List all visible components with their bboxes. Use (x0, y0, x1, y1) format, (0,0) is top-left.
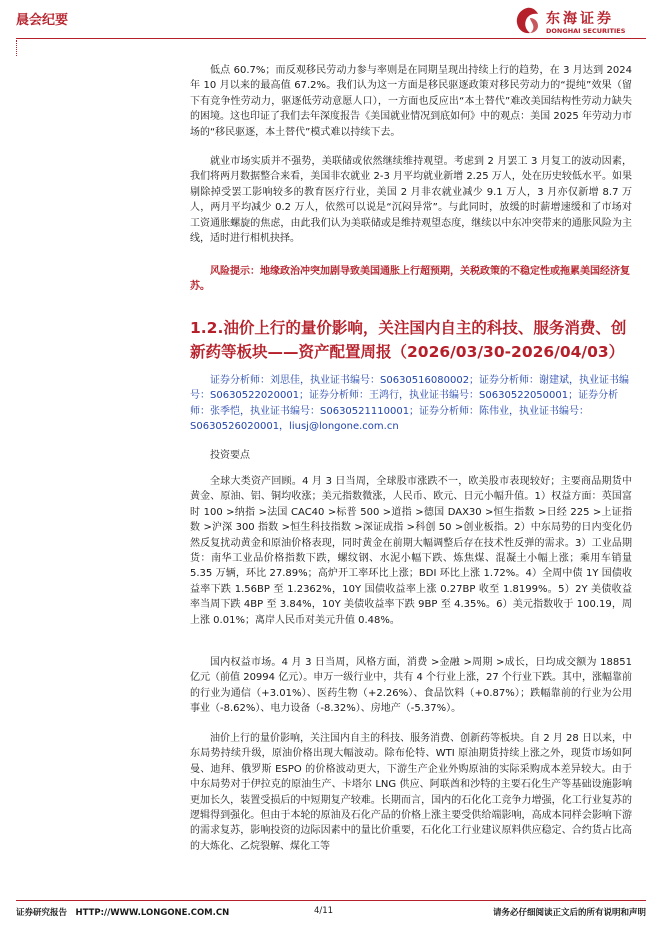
footer-disclaimer: 请务必仔细阅读正文后的所有说明和声明 (492, 908, 646, 918)
logo-english-name: DONGHAI SECURITIES (546, 27, 626, 35)
header-margin-marker (16, 40, 21, 56)
page-number: 4/11 (314, 906, 334, 916)
header-divider (16, 38, 646, 39)
paragraph-labor-participation: 低点 60.7%；而反观移民劳动力参与率则是在同期呈现出持续上行的趋势，在 3 月达到 2024 年 10 月以来的最高值 67.2%。我们认为这一方面是移民驱逐政策对移民劳动力的“提纯”效果（留下有竞争性劳动力，驱逐低劳动意愿人口），一方面也反应出“本土替代”难改美国结构性劳动力缺失的困境。这也印证了我们去年深度报告《美国就业情况到底如何》中的观点：美国 2025 年劳动力市场的“移民驱逐，本土替代”模式难以持续下去。 (190, 65, 632, 138)
donghai-logo-icon (512, 6, 542, 36)
paragraph-global-assets: 全球大类资产回顾。4 月 3 日当周，全球股市涨跌不一，欧美股市表现较好；主要商品期货中黄金、原油、铝、铜均收涨；美元指数微涨，人民币、欧元、日元小幅升值。1）权益方面：英国富时 100 >纳指 >法国 CAC40 >标普 500 >道指 >德国 DAX30 >恒生指数 >日经 225 >上证指数 >沪深 300 指数 >恒生科技指数 >深证成指 >科创 50 >创业板指。2）中东局势的日内变化仍然反复扰动黄金和原油价格表现，同时黄金在前期大幅调整后存在技术性反弹的需求。3）工业品期货：南华工业品价格指数下跌，螺纹钢、水泥小幅下跌、炼焦煤、混凝土小幅上涨；乘用车销量 5.35 万辆，环比 27.89%；高炉开工率环比上涨；BDI 环比上涨 1.72%。4）全周中债 1Y 国债收益率下跌 1.56BP 至 1.2362%，10Y 国债收益率上涨 0.27BP 收至 1.8199%。5）2Y 美债收益率当周下跌 4BP 至 3.84%，10Y 美债收益率下跌 9BP 至 4.35%。6）美元指数收于 100.19，周上涨 0.01%；离岸人民币对美元升值 0.48%。 (190, 476, 632, 626)
company-logo (512, 6, 652, 40)
logo-chinese-name: 东海证券 (546, 11, 614, 27)
footer-divider (16, 900, 646, 901)
paragraph-oil-price: 油价上行的量价影响，关注国内自主的科技、服务消费、创新药等板块。自 2 月 28 日以来，中东局势持续升级，原油价格出现大幅波动。除布伦特、WTI 原油期货持续上涨之外，现货市场如阿曼、迪拜、俄罗斯 ESPO 的价格波动更大，下游生产企业外购原油的实际采购成本差异较大。由于中东局势对于伊拉克的原油生产、卡塔尔 LNG 供应、阿联酋和沙特的主要石化生产等基础设施影响更加长久，装置受损后的中短期复产较难。长期而言，国内的石化化工竞争力增强，化工行业复苏的逻辑得到强化。但由于本轮的原油及石化产品的价格上涨主要受供给端影响，高成本同样会影响下游的需求复苏，影响投资的边际因素中的量比价重要，石化化工行业建议原料供应稳定、合约货占比高的大炼化、乙烷裂解、煤化工等 (190, 733, 632, 852)
paragraph-domestic-equity: 国内权益市场。4 月 3 日当周，风格方面，消费 >金融 >周期 >成长，日均成交额为 18851 亿元（前值 20994 亿元）。申万一级行业中，共有 4 个行业上涨，27 个行业下跌。其中，涨幅靠前的行业为通信（+3.01%）、医药生物（+2.26%）、食品饮料（+0.87%）；跌幅靠前的行业为公用事业（-8.62%）、电力设备（-8.32%）、房地产（-5.37%）。 (190, 657, 632, 715)
analyst-list: 证券分析师：刘思佳，执业证书编号：S0630516080002；证券分析师：谢建斌，执业证书编号：S0630522020001；证券分析师：王鸿行，执业证书编号：S0630522050001；证券分析师：张季恺，执业证书编号：S0630521110001；证券分析师：陈伟业，执业证书编号：S0630526020001，liusj@longone.com.cn (190, 375, 630, 433)
header-section-label: 晨会纪要 (16, 13, 69, 28)
section-title: 1.2.油价上行的量价影响，关注国内自主的科技、服务消费、创新药等板块——资产配置周报（2026/03/30-2026/04/03） (190, 319, 627, 361)
risk-warning: 风险提示：地缘政治冲突加剧导致美国通胀上行超预期，关税政策的不稳定性或拖累美国经济复苏。 (190, 266, 630, 293)
investment-points-heading: 投资要点 (210, 450, 250, 461)
footer-website: 证券研究报告 HTTP://WWW.LONGONE.COM.CN (16, 908, 230, 918)
paragraph-employment-market: 就业市场实质并不强势，美联储或依然继续维持观望。考虑到 2 月罢工 3 月复工的波动因素，我们将两月数据整合来看，美国非农就业 2-3 月平均就业新增 2.25 万人，处在历史较低水平。如果剔除掉受罢工影响较多的教育医疗行业，美国 2 月非农就业减少 9.1 万人，3 月亦仅新增 8.7 万人，两月平均减少 0.2 万人，依然可以说是“沉闷异常”。与此同时，放缓的时薪增速缓和了市场对工资通胀螺旋的焦虑，由此我们认为美联储或是维持观望态度，继续以中东冲突带来的通胀风险为主线，适时进行相机抉择。 (190, 156, 632, 245)
